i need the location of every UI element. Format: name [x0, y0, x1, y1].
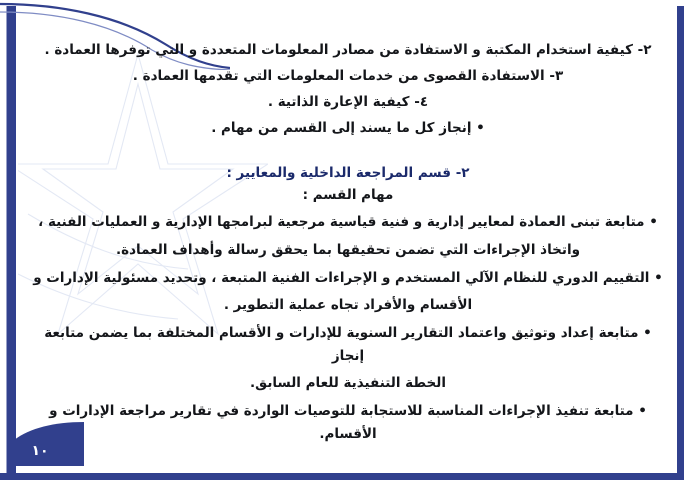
page-number — [14, 436, 66, 466]
body-item-1: ٢- كيفية استخدام المكتبة و الاستفادة من مصادر المعلومات المتعددة و التي توفرها العمادة . — [44, 42, 652, 58]
section-paragraph-5: • متابعة إعداد وتوثيق واعتماد التقارير السنوية للإدارات و الأقسام المختلفة بما يضمن متابعة إنجاز — [44, 325, 652, 364]
slide-content — [30, 40, 666, 440]
body-item-4: • إنجاز كل ما يسند إلى القسم من مهام . — [211, 119, 485, 136]
section-paragraph-4: الأقسام والأفراد تجاه عملية التطوير . — [223, 297, 473, 314]
right-border-bar — [677, 0, 684, 480]
section-paragraph-7: • متابعة تنفيذ الإجراءات المناسبة للاستجابة للتوصيات الواردة في تقارير مراجعة الإدارات و الأقسام. — [49, 403, 647, 442]
section-subtitle: مهام القسم : — [302, 187, 394, 204]
section-paragraph-3: • التقييم الدوري للنظام الآلي المستخدم و الإجراءات الفنية المتبعة ، وتحديد مسئولية الإدارات و — [33, 269, 663, 286]
section-title: ٢- قسم المراجعة الداخلية والمعايير : — [226, 165, 470, 182]
section-paragraph-1: • متابعة تبنى العمادة لمعايير إدارية و فنية قياسية مرجعية لبرامجها الإدارية و العمليات الفنية ، — [38, 214, 658, 231]
body-item-3: ٤- كيفية الإعارة الذاتية . — [267, 93, 429, 110]
bottom-border-bar — [0, 473, 684, 480]
top-border-strip — [0, 0, 684, 6]
section-paragraph-2: واتخاذ الإجراءات التي تضمن تحقيقها بما يحقق رسالة وأهداف العمادة. — [116, 242, 580, 259]
page-number-label: ١٠ — [31, 443, 49, 459]
spacer-1 — [30, 143, 666, 165]
left-border-bar — [7, 0, 14, 480]
body-item-2: ٣- الاستفادة القصوى من خدمات المعلومات التي تقدمها العمادة . — [132, 67, 564, 84]
page-number-shape — [14, 422, 84, 466]
section-paragraph-6: الخطة التنفيذية للعام السابق. — [250, 375, 446, 392]
